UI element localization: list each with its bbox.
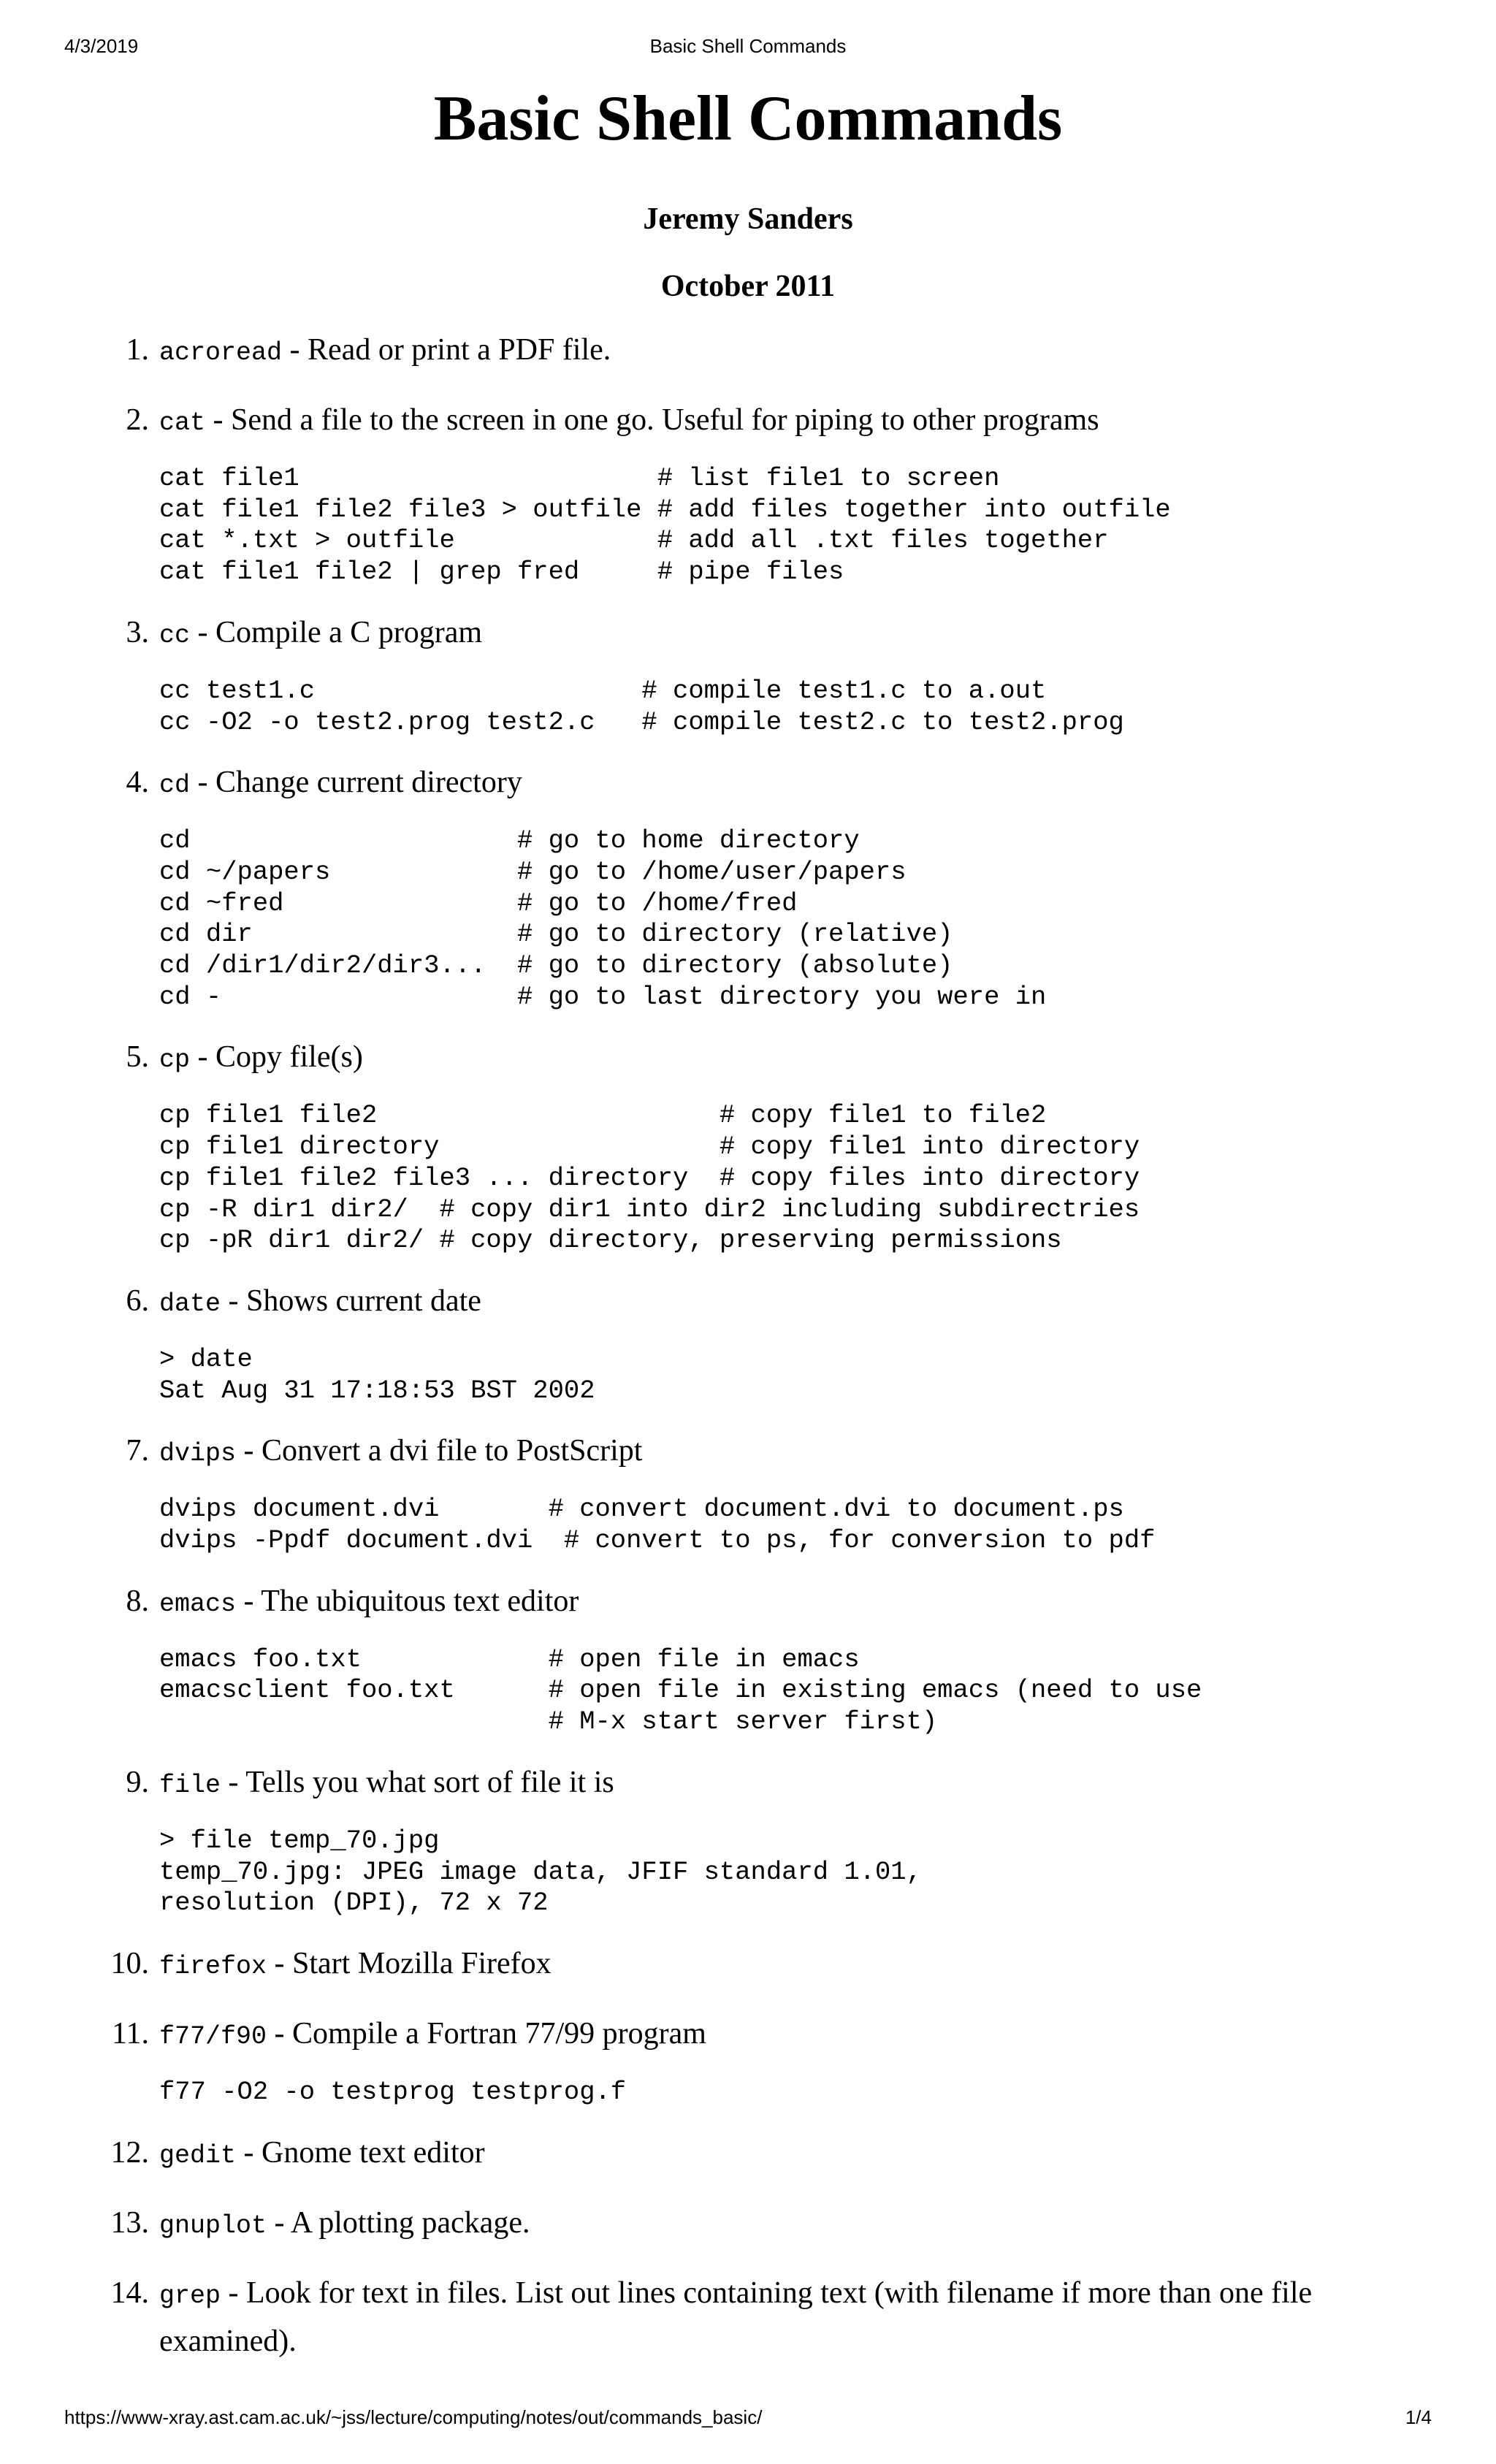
- print-date: 4/3/2019: [64, 35, 139, 57]
- command-description: - Compile a Fortran 77/99 program: [267, 2016, 706, 2051]
- item-number: 13.: [110, 2205, 149, 2240]
- list-item: [0, 2011, 1496, 2108]
- author: Jeremy Sanders: [643, 202, 853, 236]
- item-heading: [159, 1278, 1335, 1327]
- command-name: gedit: [159, 2140, 237, 2170]
- code-example: emacs foo.txt # open file in emacs emacsclient foo.txt # open file in existing emacs (need to use # M-x start server first): [159, 1644, 1202, 1737]
- item-heading: [159, 760, 1335, 808]
- command-description: - Read or print a PDF file.: [282, 333, 611, 367]
- page-url: https://www-xray.ast.cam.ac.uk/~jss/lecture/computing/notes/out/commands_basic/: [64, 2406, 763, 2428]
- command-name: date: [159, 1289, 221, 1319]
- item-heading: [159, 1034, 1335, 1083]
- document-date: October 2011: [660, 270, 836, 303]
- command-name: dvips: [159, 1439, 237, 1469]
- item-number: 3.: [126, 615, 149, 649]
- command-name: acroread: [159, 338, 283, 367]
- code-example: cp file1 file2 # copy file1 to file2 cp file1 directory # copy file1 into directory cp file1 file2 file3 ... directory # copy files into directory cp -R dir1 dir2/ # copy dir1 into dir2 including subdirectries cp -pR dir1 dir2/ # copy directory, preserving permissions: [159, 1100, 1140, 1256]
- list-item: [0, 1579, 1496, 1738]
- command-list: [0, 327, 1496, 2364]
- page-number: 1/4: [1405, 2406, 1432, 2428]
- item-number: 4.: [126, 766, 149, 800]
- command-description: - Copy file(s): [190, 1040, 363, 1075]
- print-page-title: Basic Shell Commands: [649, 35, 847, 57]
- item-number: 7.: [126, 1434, 149, 1468]
- command-name: emacs: [159, 1589, 237, 1619]
- item-number: 8.: [126, 1584, 149, 1618]
- command-description: - Change current directory: [190, 766, 522, 800]
- item-heading: [159, 2130, 1335, 2178]
- item-number: 14.: [110, 2276, 149, 2310]
- item-number: 1.: [126, 333, 149, 367]
- command-name: f77/f90: [159, 2021, 267, 2051]
- command-description: - The ubiquitous text editor: [236, 1584, 579, 1618]
- item-number: 6.: [126, 1284, 149, 1318]
- item-heading: [159, 327, 1335, 375]
- item-number: 9.: [126, 1765, 149, 1799]
- command-name: cp: [159, 1045, 191, 1075]
- command-name: gnuplot: [159, 2211, 267, 2240]
- command-description: - Send a file to the screen in one go. Useful for piping to other programs: [205, 403, 1099, 437]
- code-example: cat file1 # list file1 to screen cat file1 file2 file3 > outfile # add files together into outfile cat *.txt > outfile # add all .txt files together cat file1 file2 | grep fred # pipe files: [159, 463, 1171, 587]
- list-item: [0, 2200, 1496, 2249]
- item-heading: [159, 610, 1335, 658]
- command-description: - Start Mozilla Firefox: [267, 1946, 552, 1980]
- list-item: [0, 610, 1496, 738]
- item-heading: [159, 2270, 1335, 2364]
- command-name: cat: [159, 408, 206, 438]
- list-item: [0, 1941, 1496, 1989]
- list-item: [0, 760, 1496, 1012]
- print-footer: [64, 2406, 1432, 2431]
- command-description: - Tells you what sort of file it is: [221, 1765, 614, 1799]
- list-item: [0, 1428, 1496, 1556]
- command-name: cd: [159, 771, 191, 801]
- code-example: dvips document.dvi # convert document.dvi to document.ps dvips -Ppdf document.dvi # convert to ps, for conversion to pdf: [159, 1494, 1156, 1556]
- list-item: [0, 1034, 1496, 1256]
- command-description: - Convert a dvi file to PostScript: [236, 1434, 643, 1468]
- list-item: [0, 2270, 1496, 2364]
- item-heading: [159, 2011, 1335, 2059]
- command-description: - Shows current date: [221, 1284, 481, 1318]
- command-description: - Look for text in files. List out lines containing text (with filename if more than one file examined).: [159, 2276, 1313, 2358]
- list-item: [0, 397, 1496, 588]
- command-name: firefox: [159, 1951, 267, 1981]
- item-number: 5.: [126, 1040, 149, 1075]
- item-heading: [159, 1428, 1335, 1476]
- print-header: [64, 35, 1432, 60]
- item-heading: [159, 2200, 1335, 2249]
- command-name: grep: [159, 2281, 221, 2311]
- code-example: cc test1.c # compile test1.c to a.out cc -O2 -o test2.prog test2.c # compile test2.c to test2.prog: [159, 675, 1124, 737]
- command-description: - Gnome text editor: [236, 2135, 485, 2170]
- item-number: 2.: [126, 403, 149, 437]
- item-heading: [159, 1579, 1335, 1627]
- command-description: - A plotting package.: [267, 2205, 530, 2240]
- page-title: Basic Shell Commands: [433, 83, 1063, 154]
- code-example: cd # go to home directory cd ~/papers # go to /home/user/papers cd ~fred # go to /home/fred cd dir # go to directory (relative) cd /dir1/dir2/dir3... # go to directory (absolute) cd - # go to last directory you were in: [159, 825, 1047, 1012]
- command-description: - Compile a C program: [190, 615, 483, 649]
- item-heading: [159, 397, 1335, 446]
- code-example: > date Sat Aug 31 17:18:53 BST 2002: [159, 1343, 595, 1405]
- list-item: [0, 1760, 1496, 1919]
- list-item: [0, 1278, 1496, 1406]
- item-number: 10.: [110, 1946, 149, 1980]
- item-heading: [159, 1941, 1335, 1989]
- item-number: 11.: [112, 2016, 149, 2051]
- code-example: > file temp_70.jpg temp_70.jpg: JPEG image data, JFIF standard 1.01, resolution (DPI), 72 x 72: [159, 1825, 922, 1918]
- item-number: 12.: [110, 2135, 149, 2170]
- command-name: cc: [159, 620, 191, 650]
- document-body: [0, 79, 1496, 2386]
- list-item: [0, 327, 1496, 375]
- list-item: [0, 2130, 1496, 2178]
- item-heading: [159, 1760, 1335, 1808]
- code-example: f77 -O2 -o testprog testprog.f: [159, 2076, 627, 2107]
- command-name: file: [159, 1770, 221, 1800]
